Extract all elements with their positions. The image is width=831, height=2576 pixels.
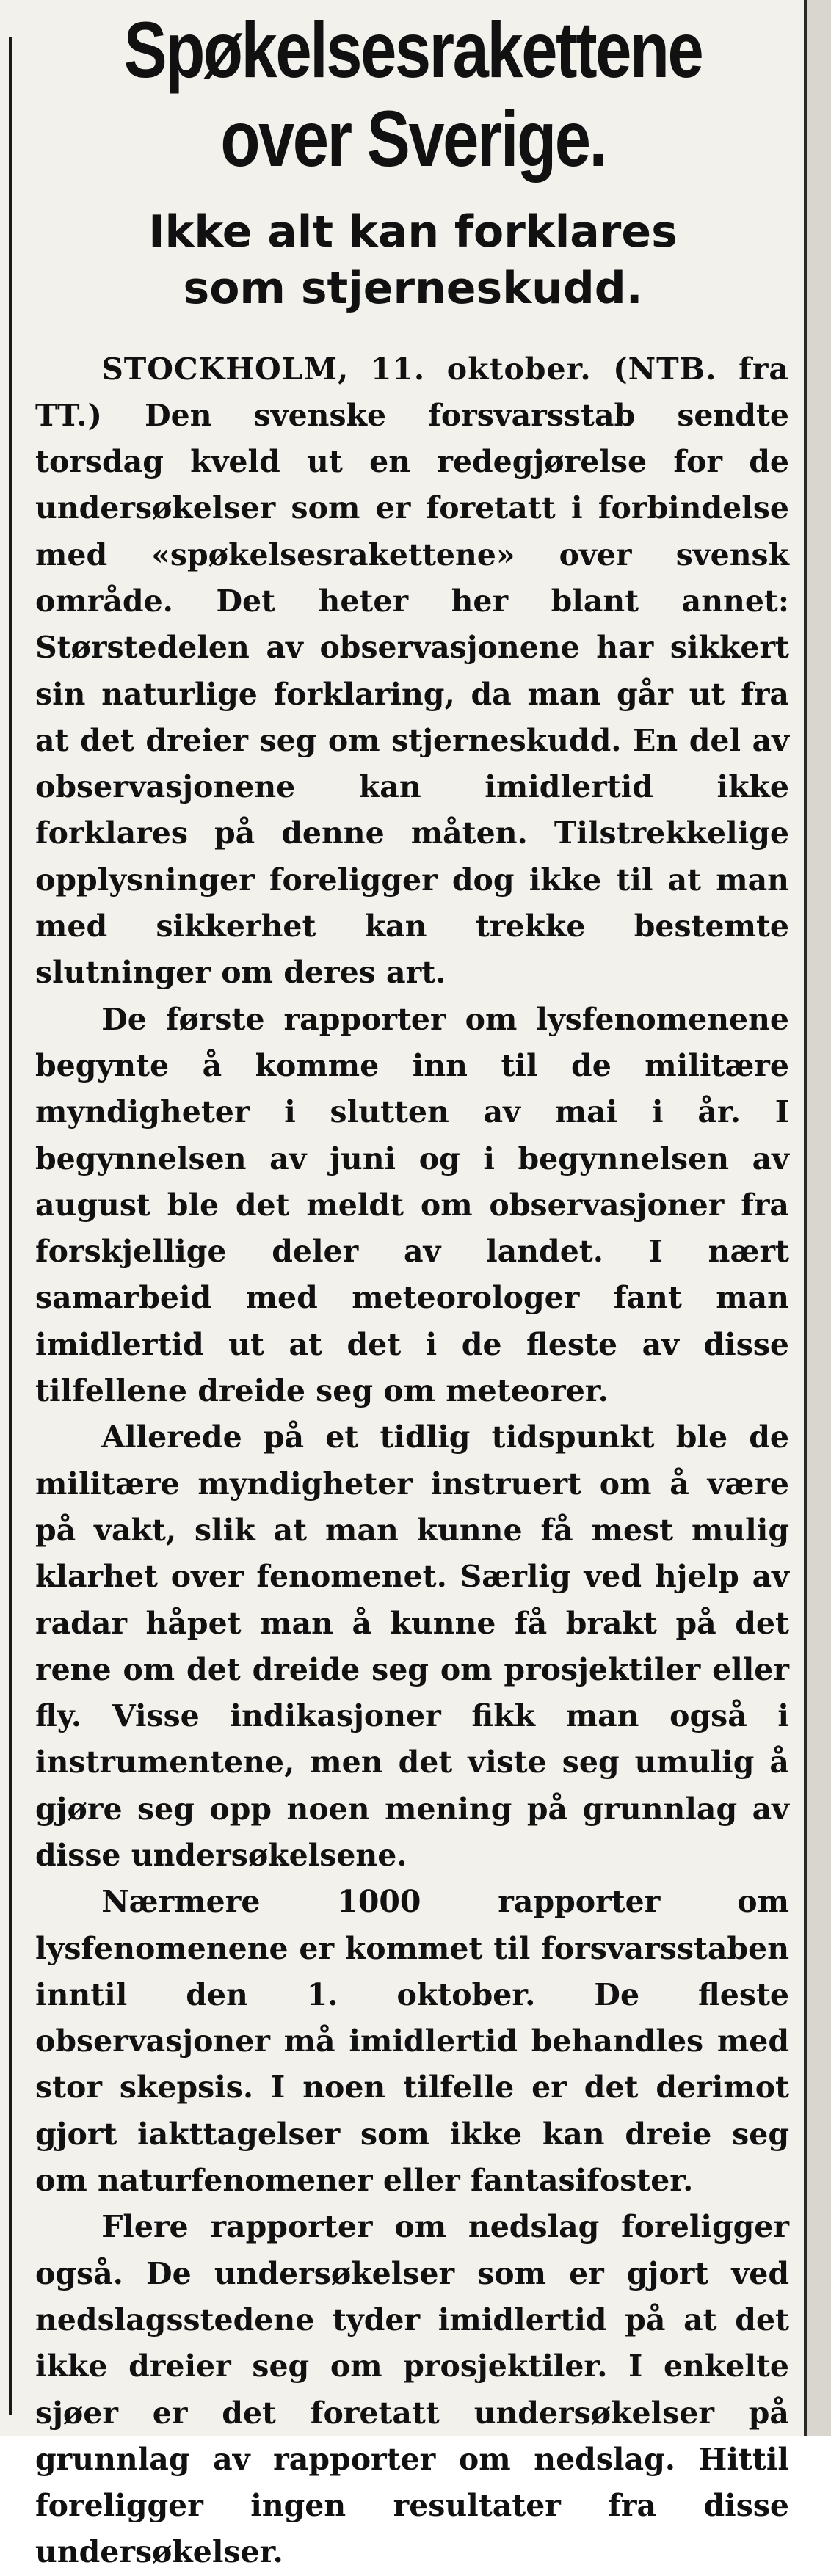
headline-line: over Sverige.: [220, 93, 606, 183]
headline: [98, 6, 727, 183]
headline-line: Spøkelsesrakettene: [123, 5, 703, 94]
paragraph: Flere rapporter om nedslag foreligger også. De undersøkelser som er gjort ved nedslagsstedene tyder imidlertid på at det ikke dreier seg om prosjektiler. I enkelte sjøer er det foretatt undersøkelser på grunnlag av rapporter om nedslag. Hittil foreligger ingen resultater fra disse undersøkelser.: [35, 2209, 789, 2570]
article-body: [29, 346, 796, 2576]
subheadline-line: som stjerneskudd.: [183, 262, 643, 314]
paragraph: Nærmere 1000 rapporter om lysfenomenene er kommet til forsvarsstaben inntil den 1. oktober. De fleste observasjoner må imidlertid behandles med stor skepsis. I noen tilfelle er det derimot gjort iakttagelser som ikke kan dreie seg om naturfenomener eller fantasifoster.: [35, 1884, 789, 2199]
dateline: STOCKHOLM, 11. oktober. (NTB. fra TT.): [35, 351, 789, 433]
paragraph: Allerede på et tidlig tidspunkt ble de militære myndigheter instruert om å være på vakt, slik at man kunne få mest mulig klarhet over fenomenet. Særlig ved hjelp av radar håpet man å kunne få brakt på det rene om det dreide seg om prosjektiler eller fly. Visse indikasjoner fikk man også i instrumentene, men det viste seg umulig å gjøre seg opp noen mening på grunnlag av disse undersøkelsene.: [35, 1419, 789, 1873]
adjacent-column-edge: [807, 0, 831, 2436]
subheadline-line: Ikke alt kan forklares: [148, 205, 678, 258]
left-column-rule: [9, 37, 12, 2415]
paragraph: [35, 346, 789, 997]
paragraph-text: Den svenske forsvarsstab sendte torsdag kveld ut en redegjørelse for de undersøkelser som er foretatt i forbindelse med «spøkelsesrakettene» over svensk område. Det heter her blant annet: Størstedelen av observasjonene har sikkert sin naturlige forklaring, da man går ut fra at det dreier seg om stjerneskudd. En del av observasjonene kan imidlertid ikke forklares på denne måten. Tilstrekkelige opplysninger foreligger dog ikke til at man med sikkerhet kan trekke bestemte slutninger om deres art.: [35, 397, 789, 991]
subheadline: [29, 204, 796, 317]
paragraph: De første rapporter om lysfenomenene begynte å komme inn til de militære myndigheter i slutten av mai i år. I begynnelsen av juni og i begynnelsen av august ble det meldt om observasjoner fra forskjellige deler av landet. I nært samarbeid med meteorologer fant man imidlertid ut at det i de fleste av disse tilfellene dreide seg om meteorer.: [35, 1001, 789, 1409]
article-column: [29, 0, 796, 2576]
